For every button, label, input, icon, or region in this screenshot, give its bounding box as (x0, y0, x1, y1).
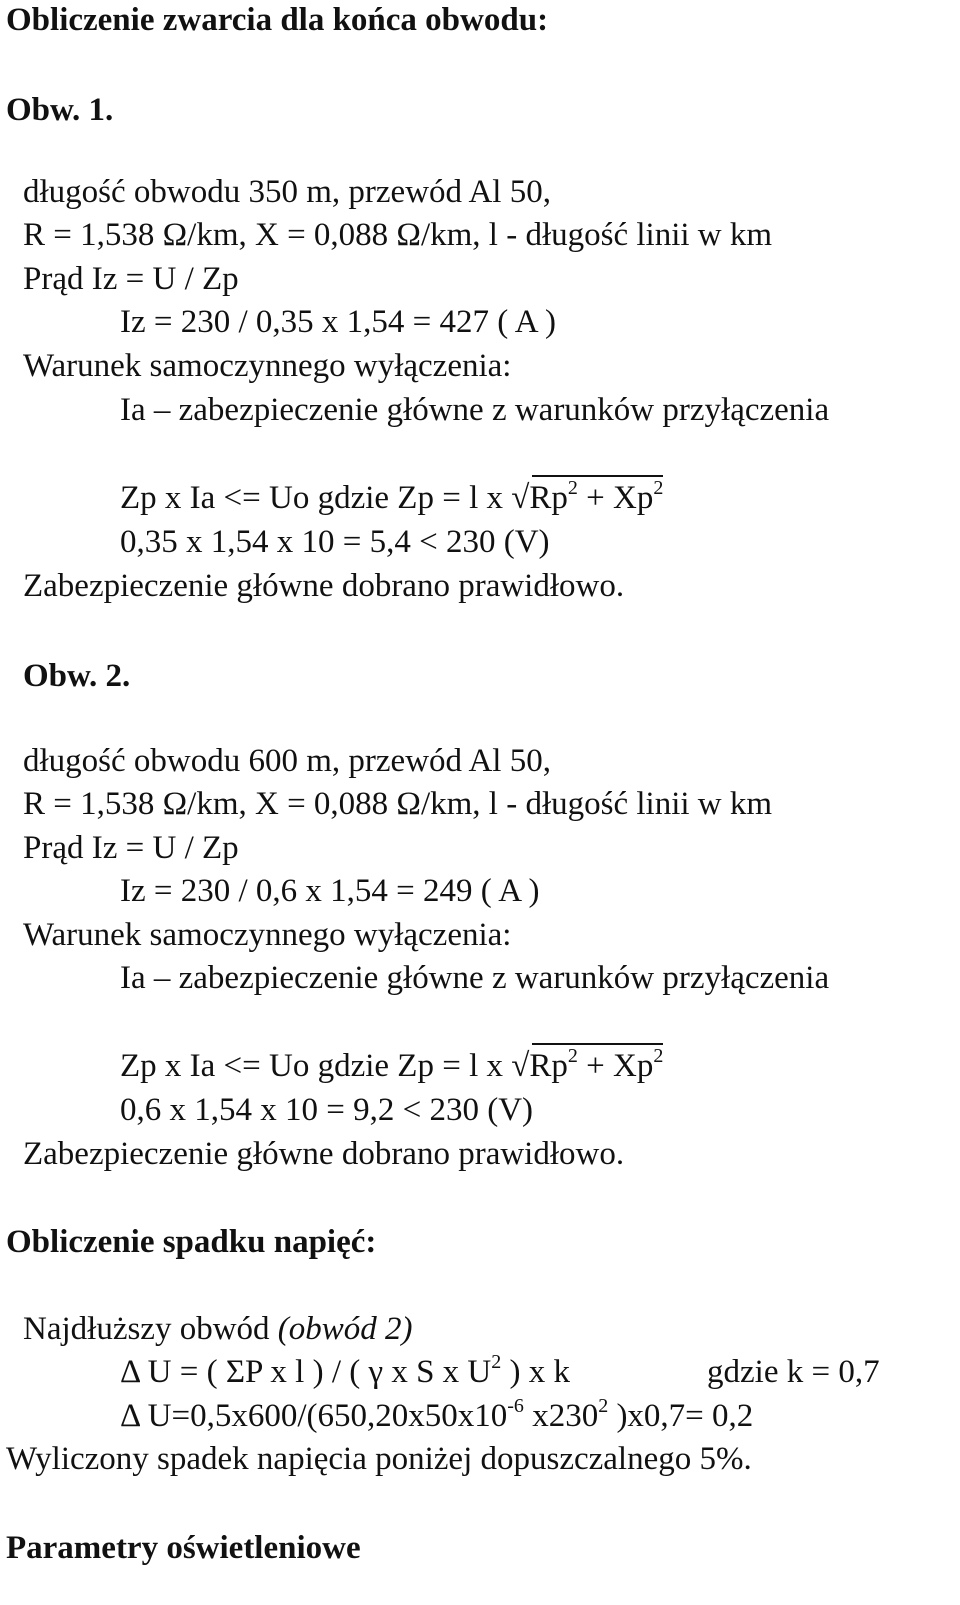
circuit-2-conclusion: Zabezpieczenie główne dobrano prawidłowo. (23, 1136, 625, 1172)
rp-exponent: 2 (567, 1045, 578, 1067)
sqrt-expression (511, 478, 663, 522)
k-value: gdzie k = 0,7 (707, 1354, 880, 1390)
rp-term: Rp (529, 1048, 568, 1084)
circuit-2-rx: R = 1,538 Ω/km, X = 0,088 Ω/km, l - długość linii w km (23, 786, 773, 822)
formula-exponent: 2 (491, 1351, 502, 1373)
circuit-2-ia-definition: Ia – zabezpieczenie główne z warunków przyłączenia (120, 960, 830, 996)
sqrt-expression (511, 1046, 663, 1090)
circuit-2-current-calc: Iz = 230 / 0,6 x 1,54 = 249 ( A ) (120, 873, 540, 909)
xp-term: + Xp (577, 1048, 654, 1084)
circuit-2-title: Obw. 2. (23, 658, 131, 694)
calc-exponent-2: 2 (598, 1395, 609, 1417)
voltage-drop-result: Wyliczony spadek napięcia poniżej dopuszczalnego 5%. (6, 1441, 752, 1477)
circuit-1-condition-title: Warunek samoczynnego wyłączenia: (23, 348, 512, 384)
xp-exponent: 2 (653, 1045, 664, 1067)
circuit-1-current-calc: Iz = 230 / 0,35 x 1,54 = 427 ( A ) (120, 304, 556, 340)
circuit-1-conclusion: Zabezpieczenie główne dobrano prawidłowo. (23, 568, 625, 604)
rp-term: Rp (529, 480, 568, 516)
heading-voltage-drop: Obliczenie spadku napięć: (6, 1224, 377, 1260)
heading-lighting: Parametry oświetleniowe (6, 1530, 361, 1566)
sqrt-vinculum (532, 1043, 663, 1045)
longest-circuit-label: Najdłuższy obwód (23, 1311, 278, 1347)
circuit-1-length: długość obwodu 350 m, przewód Al 50, (23, 174, 551, 210)
circuit-2-zp-condition (120, 1046, 663, 1086)
circuit-1-title: Obw. 1. (6, 92, 114, 128)
circuit-2-current-formula: Prąd Iz = U / Zp (23, 830, 239, 866)
circuit-1-current-formula: Prąd Iz = U / Zp (23, 261, 239, 297)
longest-circuit-note: (obwód 2) (277, 1311, 413, 1347)
formula-part-b: ) x k (501, 1354, 570, 1390)
circuit-1-check-calc: 0,35 x 1,54 x 10 = 5,4 < 230 (V) (120, 524, 550, 560)
calc-part-a: Δ U=0,5x600/(650,20x50x10 (120, 1398, 508, 1434)
sqrt-vinculum (532, 475, 663, 477)
zp-condition-text: Zp x Ia <= Uo gdzie Zp = l x (120, 1048, 503, 1084)
xp-exponent: 2 (653, 477, 664, 499)
sqrt-symbol: √ (511, 1048, 530, 1084)
circuit-1-ia-definition: Ia – zabezpieczenie główne z warunków przyłączenia (120, 392, 830, 428)
voltage-drop-calc (120, 1396, 753, 1436)
longest-circuit-line (23, 1309, 413, 1349)
circuit-2-length: długość obwodu 600 m, przewód Al 50, (23, 743, 551, 779)
circuit-1-rx: R = 1,538 Ω/km, X = 0,088 Ω/km, l - długość linii w km (23, 217, 773, 253)
heading-short-circuit: Obliczenie zwarcia dla końca obwodu: (6, 2, 549, 38)
sqrt-symbol: √ (511, 480, 530, 516)
xp-term: + Xp (577, 480, 654, 516)
circuit-2-condition-title: Warunek samoczynnego wyłączenia: (23, 917, 512, 953)
circuit-2-check-calc: 0,6 x 1,54 x 10 = 9,2 < 230 (V) (120, 1092, 534, 1128)
circuit-1-zp-condition (120, 478, 663, 518)
zp-condition-text: Zp x Ia <= Uo gdzie Zp = l x (120, 480, 503, 516)
voltage-drop-formula (120, 1352, 570, 1392)
calc-part-c: )x0,7= 0,2 (608, 1398, 754, 1434)
calc-part-b: x230 (523, 1398, 599, 1434)
calc-exponent-1: -6 (507, 1395, 524, 1417)
formula-part-a: Δ U = ( ΣP x l ) / ( γ x S x U (120, 1354, 492, 1390)
rp-exponent: 2 (567, 477, 578, 499)
